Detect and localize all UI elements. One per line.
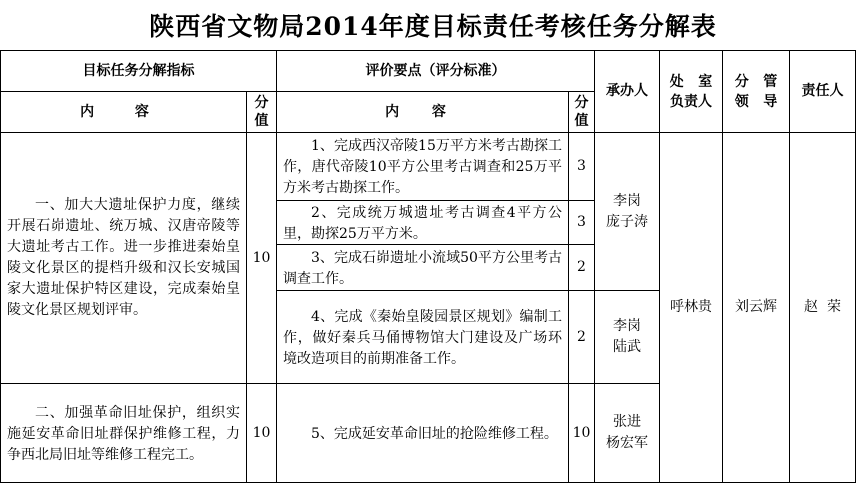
row1-score: 10 [246, 132, 277, 384]
header-office-head: 处 室 负责人 [659, 50, 723, 133]
criteria-3-score: 2 [568, 244, 595, 291]
header-content: 内 容 [0, 91, 247, 133]
row1-content: 一、加大大遗址保护力度，继续开展石峁遗址、统万城、汉唐帝陵等大遗址考古工作。进一步推进秦始皇陵文化景区的提档升级和汉长安城国家大遗址保护特区建设，完成秦始皇陵文化景区规划评审。 [0, 132, 247, 384]
criteria-3-text: 3、完成石峁遗址小流域50平方公里考古调查工作。 [276, 244, 569, 291]
header-criteria-content: 内 容 [276, 91, 569, 133]
criteria-4-score: 2 [568, 290, 595, 384]
criteria-2-text: 2、完成统万城遗址考古调查4平方公里，勘探25万平方米。 [276, 200, 569, 245]
header-score: 分 值 [246, 91, 277, 133]
division-lead-value: 刘云辉 [722, 132, 790, 483]
executor-1: 李岗 庞子涛 [594, 132, 660, 291]
row2-content: 二、加强革命旧址保护，组织实施延安革命旧址群保护维修工程，力争西北局旧址等维修工程完工。 [0, 383, 247, 483]
executor-2: 李岗 陆武 [594, 290, 660, 384]
executor-3: 张进 杨宏军 [594, 383, 660, 483]
criteria-1-score: 3 [568, 132, 595, 201]
criteria-2-score: 3 [568, 200, 595, 245]
header-executor: 承办人 [594, 50, 660, 133]
page-title: 陕西省文物局2014年度目标责任考核任务分解表 [149, 12, 717, 41]
row2-score: 10 [246, 383, 277, 483]
header-criteria-score: 分 值 [568, 91, 595, 133]
sheet-edge [855, 50, 866, 483]
criteria-4-text: 4、完成《秦始皇陵园景区规划》编制工作，做好秦兵马俑博物馆大门建设及广场环境改造项目的前期准备工作。 [276, 290, 569, 384]
header-indicator-group: 目标任务分解指标 [0, 50, 277, 92]
criteria-5-score: 10 [568, 383, 595, 483]
criteria-1-text: 1、完成西汉帝陵15万平方米考古勘探工作，唐代帝陵10平方公里考古调查和25万平方米考古勘探工作。 [276, 132, 569, 201]
responsible-value: 赵 荣 [789, 132, 856, 483]
criteria-5-text: 5、完成延安革命旧址的抢险维修工程。 [276, 383, 569, 483]
header-responsible: 责任人 [789, 50, 856, 133]
office-head-value: 呼林贵 [659, 132, 723, 483]
header-criteria-group: 评价要点（评分标准） [276, 50, 595, 92]
header-division-lead: 分 管 领 导 [722, 50, 790, 133]
